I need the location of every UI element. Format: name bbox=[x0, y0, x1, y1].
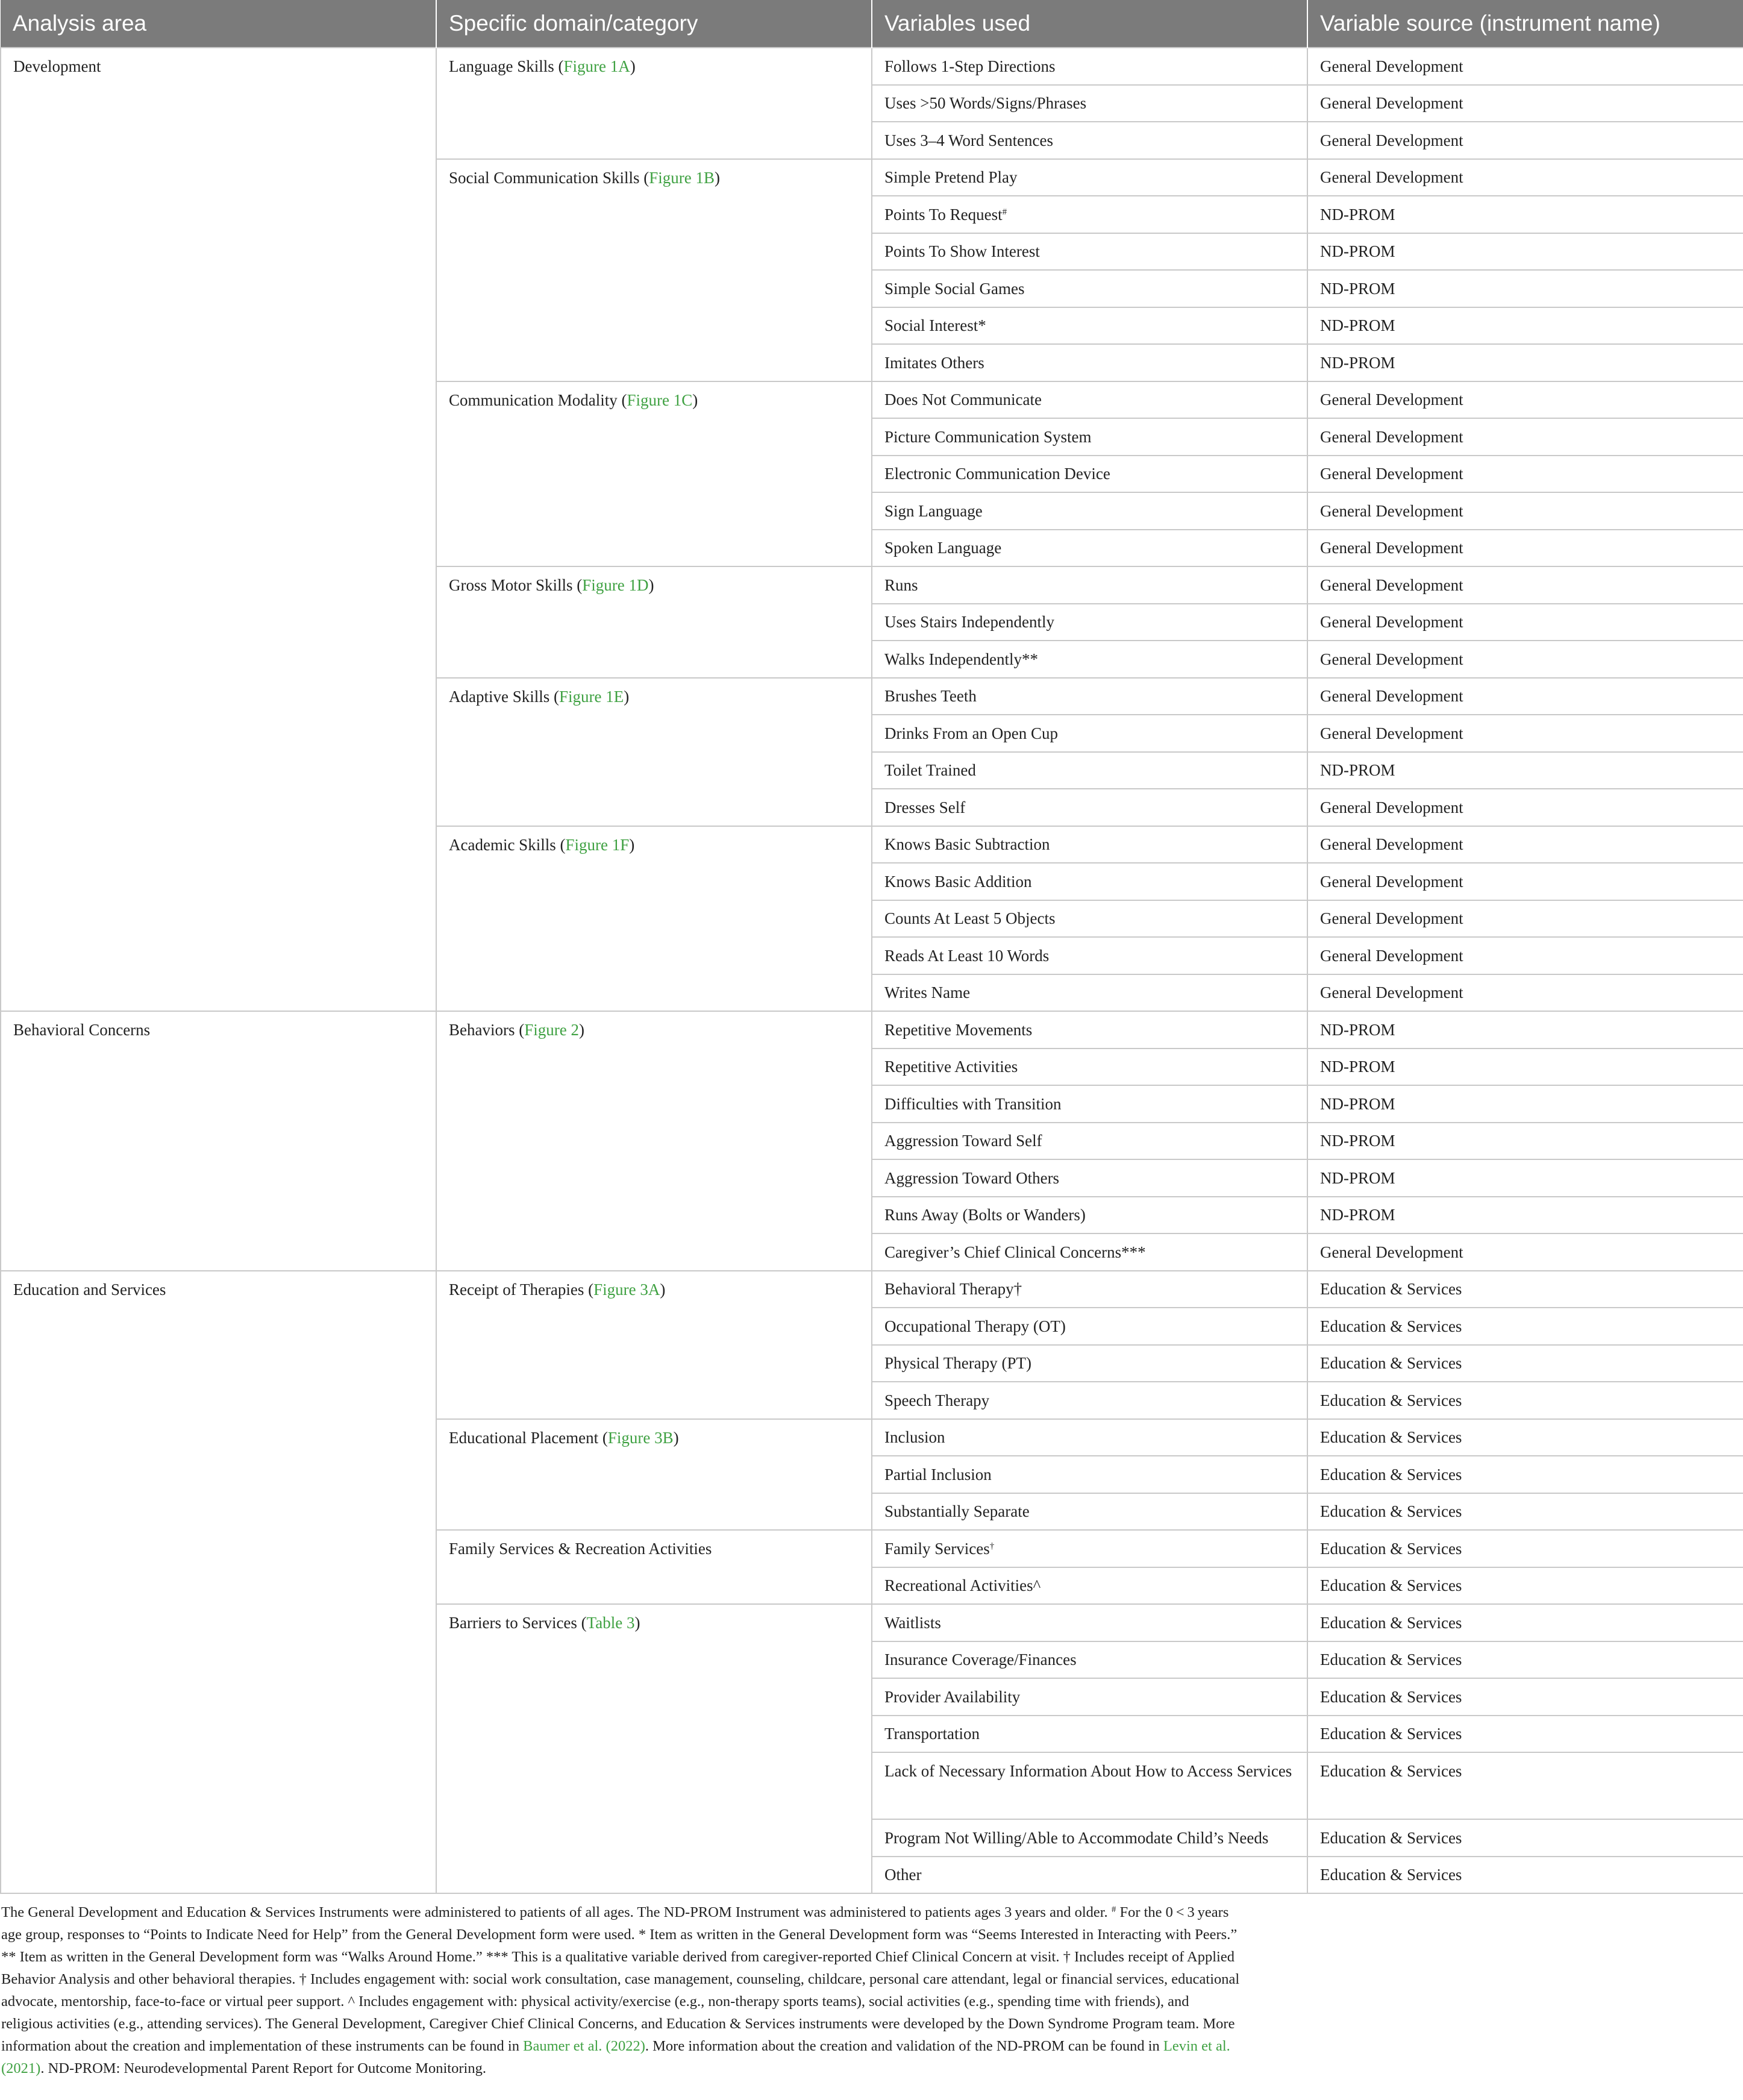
variable-source-cell: ND-PROM bbox=[1307, 196, 1743, 233]
variable-source-cell: Education & Services bbox=[1307, 1678, 1743, 1716]
variable-source-cell: ND-PROM bbox=[1307, 1197, 1743, 1234]
variable-cell bbox=[872, 381, 1307, 419]
variable-source-cell: Education & Services bbox=[1307, 1567, 1743, 1605]
variable-name: Runs Away (Bolts or Wanders) bbox=[884, 1206, 1086, 1224]
variable-source-cell: Education & Services bbox=[1307, 1819, 1743, 1857]
variable-cell bbox=[872, 159, 1307, 196]
domain-label: Social Communication Skills ( bbox=[449, 168, 649, 187]
variable-cell bbox=[872, 1085, 1307, 1123]
variable-name: Family Services bbox=[884, 1539, 990, 1558]
variable-source-cell: General Development bbox=[1307, 159, 1743, 196]
domain-label-close: ) bbox=[629, 835, 635, 854]
variable-cell bbox=[872, 1159, 1307, 1197]
figure-reference-link[interactable]: Figure 3B bbox=[607, 1428, 674, 1447]
variable-name: Uses Stairs Independently bbox=[884, 613, 1054, 632]
variable-name: Simple Pretend Play bbox=[884, 168, 1018, 187]
header-variable-source: Variable source (instrument name) bbox=[1307, 0, 1743, 48]
table-row bbox=[1, 1271, 1743, 1308]
variable-name: Program Not Willing/Able to Accommodate Child’s Needs bbox=[884, 1828, 1269, 1847]
variable-name: Recreational Activities^ bbox=[884, 1576, 1041, 1595]
variable-cell bbox=[872, 1752, 1307, 1819]
variable-source-cell: General Development bbox=[1307, 789, 1743, 826]
variable-source-cell: General Development bbox=[1307, 604, 1743, 641]
variable-source-cell: Education & Services bbox=[1307, 1345, 1743, 1382]
variable-source-cell: Education & Services bbox=[1307, 1604, 1743, 1641]
table-row bbox=[1, 48, 1743, 85]
variable-source-cell: General Development bbox=[1307, 418, 1743, 456]
domain-label-close: ) bbox=[692, 390, 698, 409]
variable-source-cell: ND-PROM bbox=[1307, 270, 1743, 307]
variable-cell bbox=[872, 1123, 1307, 1160]
variable-source-cell: ND-PROM bbox=[1307, 233, 1743, 271]
variable-name: Aggression Toward Others bbox=[884, 1168, 1060, 1187]
variable-source-cell: Education & Services bbox=[1307, 1419, 1743, 1456]
variable-cell bbox=[872, 48, 1307, 85]
variable-cell bbox=[872, 974, 1307, 1012]
variable-source-cell: ND-PROM bbox=[1307, 1159, 1743, 1197]
footnote-sup-hash: # bbox=[1111, 1905, 1116, 1914]
domain-category-cell bbox=[436, 159, 872, 381]
variable-cell bbox=[872, 85, 1307, 122]
variable-cell bbox=[872, 233, 1307, 271]
domain-category-cell bbox=[436, 678, 872, 826]
variable-name: Partial Inclusion bbox=[884, 1465, 992, 1484]
variable-name: Knows Basic Subtraction bbox=[884, 835, 1050, 854]
table-footnote bbox=[0, 1894, 1248, 2080]
variable-cell bbox=[872, 678, 1307, 715]
variable-name: Behavioral Therapy† bbox=[884, 1280, 1022, 1299]
variable-cell bbox=[872, 1604, 1307, 1641]
variable-name: Insurance Coverage/Finances bbox=[884, 1650, 1077, 1669]
variable-cell bbox=[872, 1048, 1307, 1086]
variable-name: Speech Therapy bbox=[884, 1391, 990, 1409]
variable-source-cell: General Development bbox=[1307, 566, 1743, 604]
variable-source-cell: General Development bbox=[1307, 530, 1743, 567]
variable-cell bbox=[872, 307, 1307, 345]
variable-name: Other bbox=[884, 1866, 922, 1884]
variable-name: Drinks From an Open Cup bbox=[884, 724, 1058, 742]
domain-label: Gross Motor Skills ( bbox=[449, 576, 583, 594]
variable-cell bbox=[872, 1345, 1307, 1382]
domain-category-cell bbox=[436, 1419, 872, 1531]
variable-cell bbox=[872, 641, 1307, 678]
variable-name: Points To Request bbox=[884, 205, 1003, 224]
variable-cell bbox=[872, 900, 1307, 938]
variable-source-cell: ND-PROM bbox=[1307, 307, 1743, 345]
table-body bbox=[1, 48, 1743, 1893]
variable-name: Inclusion bbox=[884, 1428, 945, 1447]
analysis-area-cell: Education and Services bbox=[1, 1271, 436, 1894]
figure-reference-link[interactable]: Figure 1A bbox=[563, 57, 630, 75]
domain-category-cell bbox=[436, 826, 872, 1012]
variable-cell bbox=[872, 344, 1307, 381]
variable-cell bbox=[872, 530, 1307, 567]
variable-name: Picture Communication System bbox=[884, 427, 1092, 446]
variable-source-cell: General Development bbox=[1307, 826, 1743, 864]
variable-source-cell: Education & Services bbox=[1307, 1857, 1743, 1894]
variable-cell bbox=[872, 492, 1307, 530]
analysis-area-cell: Development bbox=[1, 48, 436, 1011]
variable-cell bbox=[872, 566, 1307, 604]
variable-name: Does Not Communicate bbox=[884, 390, 1042, 409]
footnote-text-1: The General Development and Education & Services Instruments were administered to patients of all ages. The ND-PROM Instrument was administered to patients ages 3 years and older. bbox=[1, 1904, 1112, 1920]
variable-source-cell: ND-PROM bbox=[1307, 752, 1743, 789]
variable-cell bbox=[872, 1678, 1307, 1716]
variable-source-cell: General Development bbox=[1307, 678, 1743, 715]
figure-reference-link[interactable]: Figure 1F bbox=[565, 835, 630, 854]
variable-source-cell: General Development bbox=[1307, 863, 1743, 900]
header-domain-category: Specific domain/category bbox=[436, 0, 872, 48]
variable-cell bbox=[872, 456, 1307, 493]
domain-label-close: ) bbox=[630, 57, 636, 75]
variable-cell bbox=[872, 863, 1307, 900]
figure-reference-link[interactable]: Figure 1C bbox=[627, 390, 693, 409]
variable-footnote-marker: # bbox=[1002, 207, 1007, 217]
variable-source-cell: General Development bbox=[1307, 1233, 1743, 1271]
variable-cell bbox=[872, 604, 1307, 641]
variable-cell bbox=[872, 937, 1307, 974]
variable-source-cell: Education & Services bbox=[1307, 1716, 1743, 1753]
variable-name: Sign Language bbox=[884, 501, 983, 520]
footnote-text-2: For the 0 < 3 years age group, responses to “Points to Indicate Need for Help” from the General Development form were used. * Item as written in the General Development form was “Seems Interested in Interacting with Peers.” ** Item as written in the General Development form was “Walks Around Home.” *** This is a qualitative variable derived from caregiver-reported Chief Clinical Concern at visit. † Includes receipt of Applied Behavior Analysis and other behavioral therapies. † Includes engagement with: social work consultation, case management, counseling, childcare, personal care attendant, legal or financial services, educational advocate, mentorship, face-to-face or virtual peer support. ^ Includes engagement with: physical activity/exercise (e.g., non-therapy sports teams), social activities (e.g., spending time with friends), and religious activities (e.g., attending services). The General Development, Caregiver Chief Clinical Concerns, and Education & Services instruments were developed by the Down Syndrome Program team. More information about the creation and implementation of these instruments can be found in bbox=[1, 1904, 1240, 2054]
variable-source-cell: ND-PROM bbox=[1307, 344, 1743, 381]
variable-name: Toilet Trained bbox=[884, 761, 976, 780]
variable-source-cell: Education & Services bbox=[1307, 1456, 1743, 1493]
variable-name: Electronic Communication Device bbox=[884, 465, 1110, 483]
variable-source-cell: ND-PROM bbox=[1307, 1011, 1743, 1048]
variable-source-cell: Education & Services bbox=[1307, 1308, 1743, 1345]
variable-cell bbox=[872, 1716, 1307, 1753]
domain-label-close: ) bbox=[634, 1614, 640, 1632]
variable-source-cell: General Development bbox=[1307, 85, 1743, 122]
variable-name: Repetitive Movements bbox=[884, 1020, 1033, 1039]
variable-source-cell: Education & Services bbox=[1307, 1493, 1743, 1531]
variable-cell bbox=[872, 1857, 1307, 1894]
variable-name: Imitates Others bbox=[884, 353, 984, 372]
variable-cell bbox=[872, 1011, 1307, 1048]
variable-footnote-marker: † bbox=[989, 1541, 995, 1551]
table-row bbox=[1, 1011, 1743, 1048]
variable-name: Brushes Teeth bbox=[884, 687, 977, 706]
domain-label: Barriers to Services ( bbox=[449, 1614, 587, 1632]
domain-label-close: ) bbox=[578, 1021, 584, 1039]
domain-label: Educational Placement ( bbox=[449, 1428, 608, 1447]
variable-name: Caregiver’s Chief Clinical Concerns*** bbox=[884, 1243, 1146, 1261]
domain-label: Behaviors ( bbox=[449, 1021, 525, 1039]
domain-label-close: ) bbox=[673, 1428, 679, 1447]
variable-cell bbox=[872, 1493, 1307, 1531]
figure-reference-link[interactable]: Table 3 bbox=[586, 1614, 635, 1632]
variable-cell bbox=[872, 1819, 1307, 1857]
variable-name: Lack of Necessary Information About How to Access Services bbox=[884, 1762, 1292, 1780]
variable-source-cell: General Development bbox=[1307, 48, 1743, 85]
reference-link-levin[interactable]: Levin et al. (2021) bbox=[1, 2038, 1230, 2076]
domain-label: Academic Skills ( bbox=[449, 835, 566, 854]
variable-cell bbox=[872, 1419, 1307, 1456]
domain-label: Language Skills ( bbox=[449, 57, 564, 75]
domain-label-close: ) bbox=[715, 168, 721, 187]
domain-label-close: ) bbox=[648, 576, 654, 594]
variable-name: Social Interest* bbox=[884, 316, 986, 335]
variable-name: Uses >50 Words/Signs/Phrases bbox=[884, 94, 1087, 113]
variable-cell bbox=[872, 826, 1307, 864]
variable-cell bbox=[872, 752, 1307, 789]
variable-name: Substantially Separate bbox=[884, 1502, 1030, 1521]
variable-name: Difficulties with Transition bbox=[884, 1094, 1062, 1113]
variable-name: Follows 1-Step Directions bbox=[884, 57, 1056, 75]
variable-name: Physical Therapy (PT) bbox=[884, 1354, 1031, 1373]
variable-name: Points To Show Interest bbox=[884, 242, 1040, 261]
variable-source-cell: Education & Services bbox=[1307, 1641, 1743, 1679]
variable-name: Waitlists bbox=[884, 1613, 941, 1632]
domain-category-cell bbox=[436, 566, 872, 678]
variable-cell bbox=[872, 1641, 1307, 1679]
domain-label-close: ) bbox=[660, 1280, 666, 1299]
figure-reference-link[interactable]: Figure 1B bbox=[649, 168, 715, 187]
variable-name: Writes Name bbox=[884, 983, 971, 1002]
variable-name: Simple Social Games bbox=[884, 279, 1025, 298]
variable-name: Transportation bbox=[884, 1725, 980, 1743]
variable-source-cell: Education & Services bbox=[1307, 1271, 1743, 1308]
domain-label-close: ) bbox=[624, 687, 630, 706]
footnote-text-3: . More information about the creation and validation of the ND-PROM can be found in bbox=[645, 2038, 1163, 2054]
variable-cell bbox=[872, 1530, 1307, 1567]
domain-label: Adaptive Skills ( bbox=[449, 687, 559, 706]
variable-cell bbox=[872, 715, 1307, 752]
variable-name: Provider Availability bbox=[884, 1687, 1021, 1706]
variable-cell bbox=[872, 1197, 1307, 1234]
variable-cell bbox=[872, 1567, 1307, 1605]
variable-source-cell: ND-PROM bbox=[1307, 1123, 1743, 1160]
footnote-text-4: . ND-PROM: Neurodevelopmental Parent Report for Outcome Monitoring. bbox=[40, 2060, 486, 2076]
variable-source-cell: General Development bbox=[1307, 492, 1743, 530]
variable-source-cell: General Development bbox=[1307, 937, 1743, 974]
variable-source-cell: General Development bbox=[1307, 456, 1743, 493]
variable-source-cell: Education & Services bbox=[1307, 1752, 1743, 1819]
variable-name: Walks Independently** bbox=[884, 650, 1039, 668]
variable-source-cell: General Development bbox=[1307, 974, 1743, 1012]
domain-label: Receipt of Therapies ( bbox=[449, 1280, 594, 1299]
figure-reference-link[interactable]: Figure 3A bbox=[593, 1280, 660, 1299]
variable-source-cell: General Development bbox=[1307, 715, 1743, 752]
table-header-row bbox=[1, 0, 1743, 48]
variable-cell bbox=[872, 270, 1307, 307]
variable-name: Reads At Least 10 Words bbox=[884, 946, 1050, 965]
header-analysis-area: Analysis area bbox=[1, 0, 436, 48]
figure-reference-link[interactable]: Figure 1E bbox=[559, 687, 624, 706]
variable-name: Knows Basic Addition bbox=[884, 872, 1032, 891]
variable-name: Runs bbox=[884, 575, 918, 594]
domain-category-cell bbox=[436, 1530, 872, 1604]
domain-label: Communication Modality ( bbox=[449, 390, 627, 409]
variable-name: Occupational Therapy (OT) bbox=[884, 1317, 1066, 1335]
variable-cell bbox=[872, 196, 1307, 233]
variable-name: Dresses Self bbox=[884, 798, 966, 816]
variable-source-cell: Education & Services bbox=[1307, 1530, 1743, 1567]
variable-name: Uses 3–4 Word Sentences bbox=[884, 131, 1054, 149]
figure-reference-link[interactable]: Figure 2 bbox=[524, 1021, 579, 1039]
variable-source-cell: General Development bbox=[1307, 641, 1743, 678]
variable-cell bbox=[872, 122, 1307, 159]
domain-category-cell bbox=[436, 1604, 872, 1893]
variable-cell bbox=[872, 789, 1307, 826]
variable-source-cell: General Development bbox=[1307, 900, 1743, 938]
variable-cell bbox=[872, 1233, 1307, 1271]
domain-category-cell bbox=[436, 48, 872, 159]
variable-source-cell: General Development bbox=[1307, 122, 1743, 159]
variable-cell bbox=[872, 1456, 1307, 1493]
variable-name: Counts At Least 5 Objects bbox=[884, 909, 1056, 928]
variable-source-cell: General Development bbox=[1307, 381, 1743, 419]
variable-cell bbox=[872, 418, 1307, 456]
figure-reference-link[interactable]: Figure 1D bbox=[582, 576, 649, 594]
variable-source-cell: ND-PROM bbox=[1307, 1048, 1743, 1086]
variable-source-cell: ND-PROM bbox=[1307, 1085, 1743, 1123]
domain-label: Family Services & Recreation Activities bbox=[449, 1540, 712, 1558]
domain-category-cell bbox=[436, 381, 872, 567]
analysis-area-cell: Behavioral Concerns bbox=[1, 1011, 436, 1271]
domain-category-cell bbox=[436, 1271, 872, 1419]
variable-source-cell: Education & Services bbox=[1307, 1382, 1743, 1419]
variable-name: Spoken Language bbox=[884, 539, 1002, 557]
reference-link-baumer[interactable]: Baumer et al. (2022) bbox=[523, 2038, 645, 2054]
variable-name: Aggression Toward Self bbox=[884, 1132, 1042, 1150]
header-variables-used: Variables used bbox=[872, 0, 1307, 48]
domain-category-cell bbox=[436, 1011, 872, 1271]
variable-name: Repetitive Activities bbox=[884, 1058, 1018, 1076]
variable-cell bbox=[872, 1382, 1307, 1419]
variable-cell bbox=[872, 1308, 1307, 1345]
variable-cell bbox=[872, 1271, 1307, 1308]
